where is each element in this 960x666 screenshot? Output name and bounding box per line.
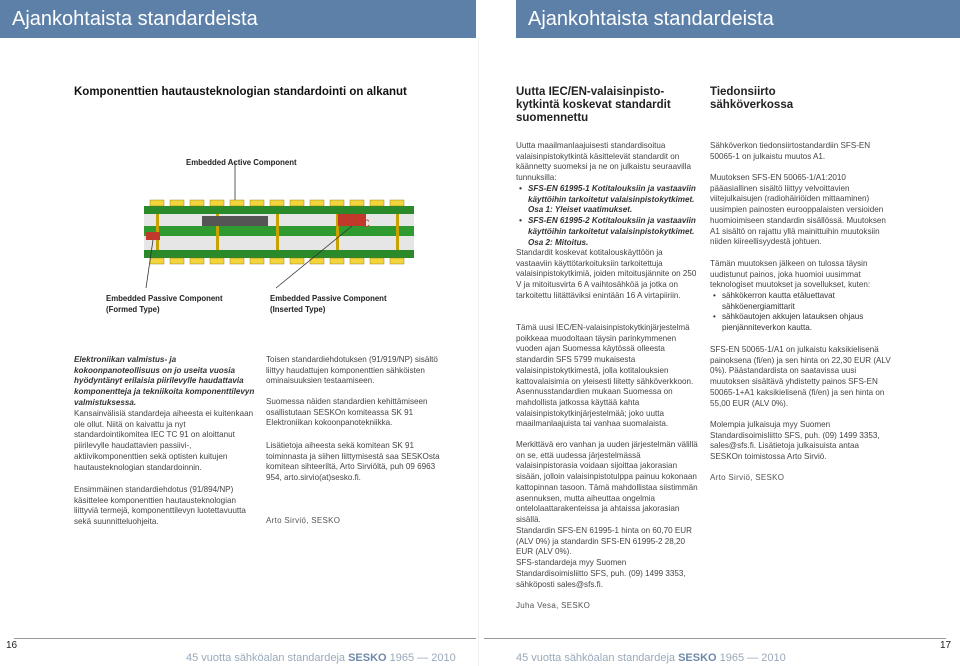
right-col2-heading: Tiedonsiirto sähköverkossa (710, 86, 794, 111)
right-col1-heading: Uutta IEC/EN-valaisinpisto- kytkintä koskevat standardit suomennettu (516, 86, 671, 124)
footer-brand-right: SESKO (678, 652, 717, 664)
list-item: • sähköautojen akkujen latauksen ohjaus pienjänniteverkon kautta. (722, 312, 892, 333)
right-col2-signature: Arto Sirviö, SESKO (710, 473, 785, 482)
left-col1-para1: Kansainvälisiä standardeja aiheesta ei kuitenkaan ole ollut. Niitä on kaivattu ja nyt standardointikomitea IEC TC 91 on aloittanut piirilevylle haudattavien passiivi-, aktiivikomponenttien sekä optisten kuitujen hautausteknologian standardoinnin. (74, 409, 254, 472)
right-col2-para2: Muutoksen SFS-EN 50065-1/A1:2010 pääasiallinen sisältö liittyy velvoittavien viitejulkaisujen (radiohäiriöiden mittaaminen) uusimpien painosten eurooppalaisten versioiden huomioimiseen standardin sisällössä. Muutoksen A1 sisältö on rajattu yllä mainittuihin muutoksiin niiden kiireellisyydestä johtuen. (710, 173, 886, 247)
left-col2-signature: Arto Sirviö, SESKO (266, 516, 341, 525)
right-col2-para1: Sähköverkon tiedonsiirtostandardiin SFS-EN 50065-1 on julkaistu muutos A1. (710, 141, 871, 161)
list-item: • sähkökerron kautta etäluettavat sähköenergiamittarit (722, 291, 892, 312)
footer-rule-right (484, 638, 946, 639)
right-col1-signature: Juha Vesa, SESKO (516, 601, 591, 610)
page-number-right: 17 (940, 640, 952, 651)
right-col1-para4: Merkittävä ero vanhan ja uuden järjestelmän välillä on se, että uudessa järjestelmässä valaisinpistorasia voidaan sijoittaa jakorasian sisään, jolloin valaisinpistotulppa painuu kokonaan kattopinnan tasoon. Tämä mahdollistaa siistimmän asennuksen, mutta aiheuttaa ongelmia ontelolaattarakenteissa ja ahtaissa jakorasian sisällä. (516, 440, 698, 524)
right-header-band (516, 0, 960, 38)
footer-text-left-pre: 45 vuotta sähköalan standardeja (186, 652, 346, 664)
footer-text-right-pre: 45 vuotta sähköalan standardeja (516, 652, 676, 664)
left-header-band (0, 0, 476, 38)
footer-brand-left: SESKO (348, 652, 387, 664)
page-gutter (478, 38, 479, 666)
right-col2-bullet-list (710, 291, 892, 334)
footer-rule-left (14, 638, 476, 639)
right-col2-para4: SFS-EN 50065-1/A1 on julkaistu kaksikielisenä painoksena (fi/en) ja sen hinta on 22,30 EUR (ALV 0%). Päästandardista on saatavissa uusi muutoksen sisältävä yhdistetty painos SFS-EN 50065-1+A1 kaksikielisenä (fi/en) ja sen hinta on 55,00 EUR (ALV 0%). (710, 345, 891, 408)
left-col2-para1: Toisen standardiehdotuksen (91/919/NP) sisältö liittyy haudattujen komponenttien sähköisten ominaisuuksien testaamiseen. (266, 355, 438, 386)
right-col1-para3: Tämä uusi IEC/EN-valaisinpistokytkinjärjestelmä poikkeaa muodoltaan täysin parinkymmenen vuoden ajan Suomessa käytössä olleesta standardin SFS 5799 mukaisesta valaisinpistokytkimestä, jolla kotitalouksien kattovalaisimia on yleisesti liitetty sähköverkkoon. Asennusstandardien mukaan Suomessa on mahdollista jatkossa käyttää kahta valaisinpistokytkinjärjestelmää; joko uutta maailmanlaajuista tai vanhaa suomalaista. (516, 323, 694, 429)
right-col2-para5: Molempia julkaisuja myy Suomen Standardisoimisliitto SFS, puh. (09) 1499 3353, sales@sfs.fi. Lisätietoja julkaisuista antaa SESKOn toimistossa Arto Sirviö. (710, 420, 880, 462)
figure-letter: C (362, 218, 370, 230)
list-item: • SFS-EN 61995-2 Kotitalouksiin ja vastaaviin käyttöihin tarkoitetut valaisinpistokytkimet. Osa 2: Mitoitus. (528, 216, 698, 248)
left-col1-lead: Elektroniikan valmistus- ja kokoonpanoteollisuus on jo useita vuosia hyödyntänyt erilaisia piirilevylle haudattavia komponentteja ja tekniikoita komponenttilevyn valmistuksessa. (74, 355, 255, 407)
footer-years-left: 1965 — 2010 (389, 652, 456, 664)
footer-text-left (186, 652, 456, 664)
right-col1-para5: Standardin SFS-EN 61995-1 hinta on 60,70 EUR (ALV 0%) ja standardin SFS-EN 61995-2 28,20 EUR (ALV 0%). SFS-standardeja myy Suomen Standardisoimisliitto SFS, puh. (09) 1499 3353, sähköposti sales@sfs.fi. (516, 526, 692, 589)
page-number-left: 16 (6, 640, 18, 651)
footer-text-right (516, 652, 786, 664)
left-header-title: Ajankohtaista standardeista (12, 8, 258, 30)
pcb-embedded-components-diagram (106, 148, 416, 300)
figure-caption-active: Embedded Active Component (186, 158, 297, 167)
left-col2-para2: Suomessa näiden standardien kehittämiseen osallistutaan SESKOn komiteassa SK 91 Elektroniikan kokoonpanotekniikka. (266, 397, 428, 428)
figure-caption-inserted: Embedded Passive Component (Inserted Type) (270, 294, 387, 314)
right-col1-para2: Standardit koskevat kotitalouskäyttöön ja vastaaviin käyttötarkoituksiin tarkoitettuja valaisinpistokytkimiä, joiden mitoitusjännite on 250 V ja mitoitusvirta 6 A vaihtosähköä ja jotka on tarkoitettu liitättäviksi enintään 16 A virtapiiriin. (516, 248, 697, 300)
right-col2-para3: Tämän muutoksen jälkeen on tulossa täysin uudistunut painos, joka huomioi uusimmat teknologiset muutokset ja sovellukset, kuten: (710, 259, 871, 290)
right-col1-bullet-list (516, 184, 698, 248)
footer-years-right: 1965 — 2010 (719, 652, 786, 664)
right-col1-para1: Uutta maailmanlaajuisesti standardisoitua valaisinpistokytkintä käsittelevät standardit on käännetty suomeksi ja ne on julkaistu seuraavilla tunnuksilla: (516, 141, 692, 183)
list-item: • SFS-EN 61995-1 Kotitalouksiin ja vastaaviin käyttöihin tarkoitetut valaisinpistokytkimet. Osa 1: Yleiset vaatimukset. (528, 184, 698, 216)
figure-caption-formed: Embedded Passive Component (Formed Type) (106, 294, 223, 314)
left-col1-para2: Ensimmäinen standardiehdotus (91/894/NP) käsittelee komponenttien hautausteknologian liittyviä termejä, komponenttilevyn luotettavuutta sekä suunnitteluohjeita. (74, 485, 246, 527)
left-article-heading: Komponenttien hautausteknologian standardointi on alkanut (74, 86, 407, 98)
left-col2-para3: Lisätietoja aiheesta sekä komitean SK 91 toiminnasta ja siihen liittymisestä saa SESKOsta komitean sihteeriltä, Arto Sirviöltä, puh 09 6963 954, arto.sirvio(at)sesko.fi. (266, 441, 440, 483)
right-header-title: Ajankohtaista standardeista (528, 8, 774, 30)
